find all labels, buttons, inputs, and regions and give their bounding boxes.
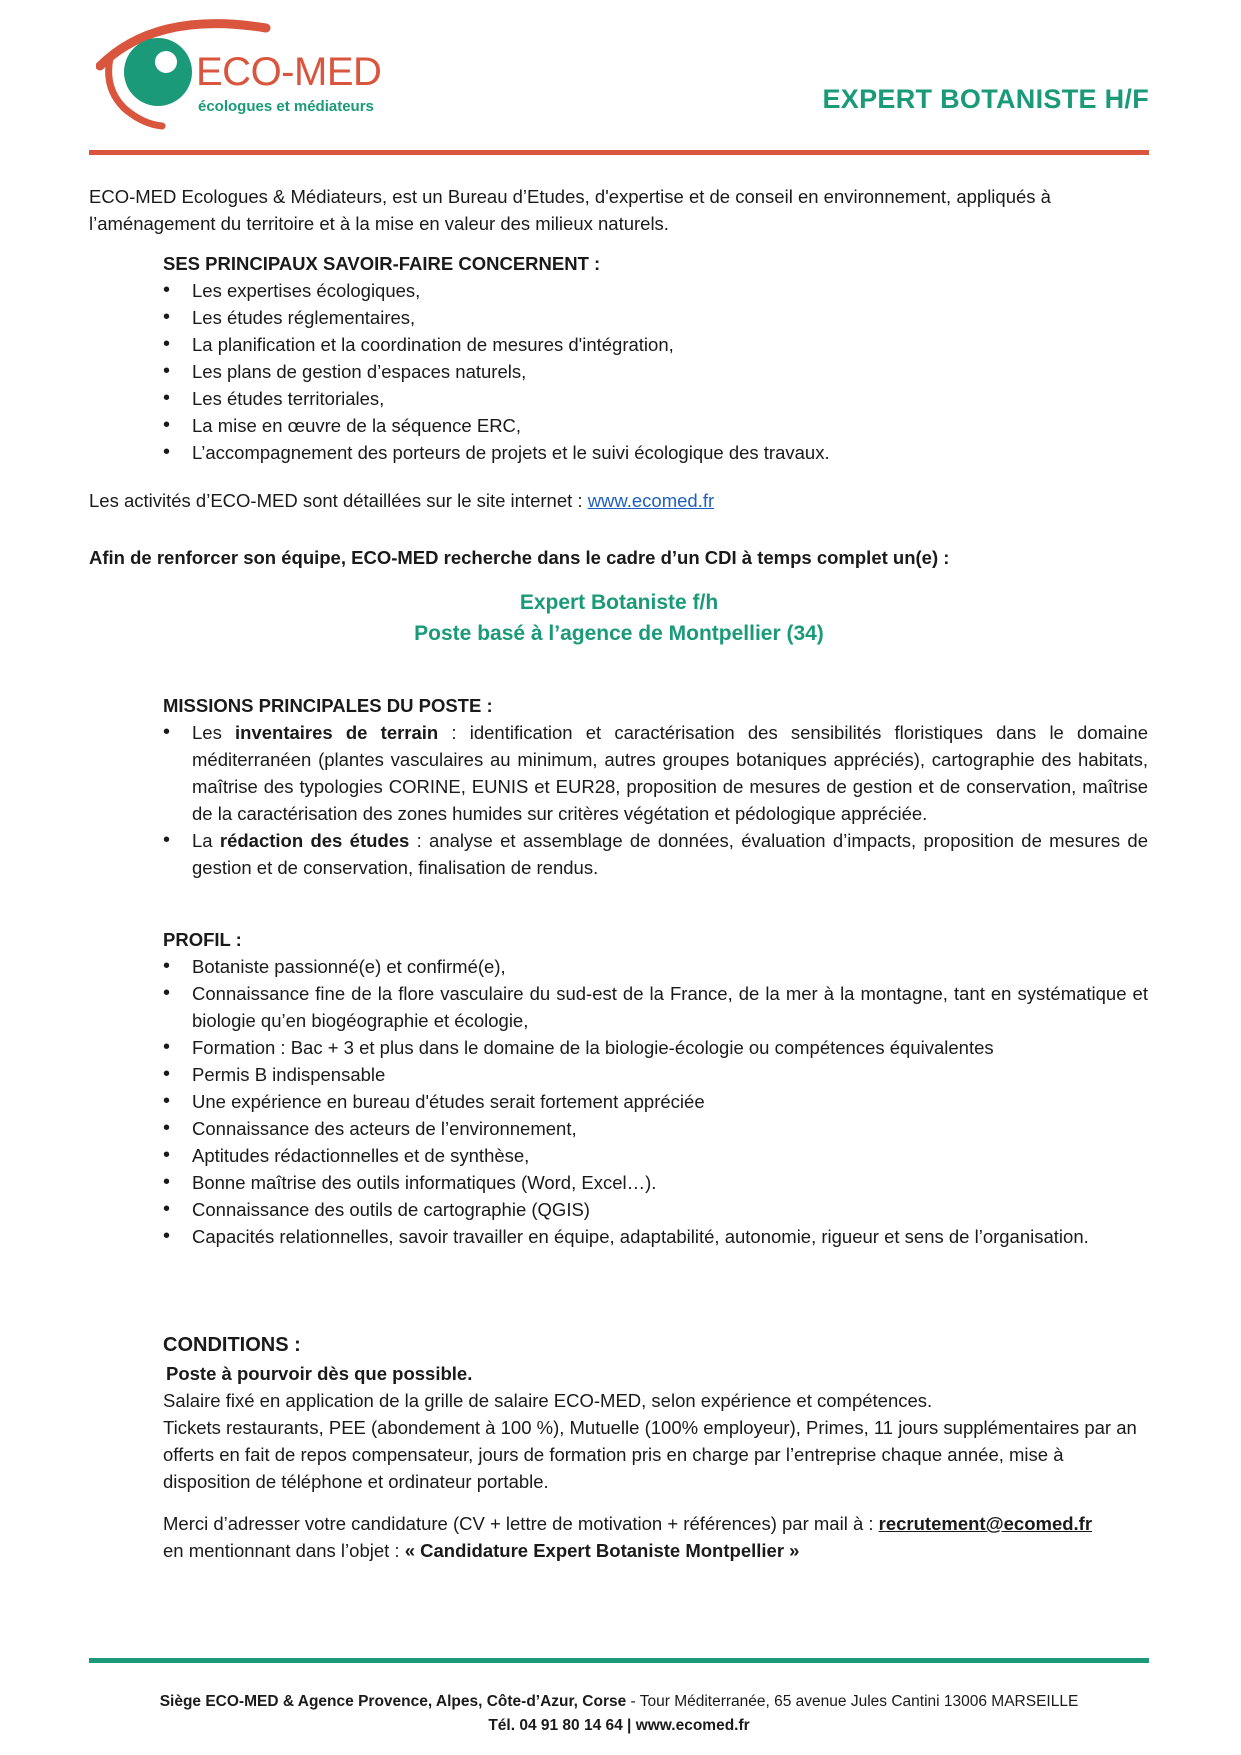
intro-paragraph: ECO-MED Ecologues & Médiateurs, est un Bureau d’Etudes, d'expertise et de conseil en environnement, appliqués à l’aménagement du territoire et à la mise en valeur des milieux naturels. [89,186,1051,234]
savoir-faire-heading: SES PRINCIPAUX SAVOIR-FAIRE CONCERNENT : [163,253,601,274]
subject-text: en mentionnant dans l’objet : [163,1540,405,1561]
benefits: Tickets restaurants, PEE (abondement à 100 %), Mutuelle (100% employeur), Primes, 11 jours supplémentaires par an offerts en fait de repos compensateur, jours de formation pris en charge par l’entreprise chaque année, mise à disposition de téléphone et ordinateur portable. [163,1417,1137,1492]
list-item [163,827,1148,881]
list-item: • Connaissance des acteurs de l’environnement, [163,1115,1148,1142]
list-item: • Les plans de gestion d’espaces naturels, [163,358,1143,385]
list-item: • Bonne maîtrise des outils informatiques (Word, Excel…). [163,1169,1148,1196]
list-item: • Les expertises écologiques, [163,277,1143,304]
position-location: Poste basé à l’agence de Montpellier (34) [414,622,824,645]
list-item: • Une expérience en bureau d'études serait fortement appréciée [163,1088,1148,1115]
mission-text: : analyse et assemblage de données, évaluation d’impacts, proposition de mesures de gestion et de conservation, finalisation de rendus. [192,830,1149,878]
list-item: • Aptitudes rédactionnelles et de synthèse, [163,1142,1148,1169]
profil-list [163,953,1148,1250]
apply-text: Merci d’adresser votre candidature (CV + lettre de motivation + références) par mail à : [163,1513,879,1534]
footer-address [89,1690,1149,1714]
missions-heading: MISSIONS PRINCIPALES DU POSTE : [163,695,493,716]
header-divider [89,150,1149,155]
website-link[interactable]: www.ecomed.fr [587,490,715,511]
mission-text: Les [192,722,236,743]
mission-text: : identification et caractérisation des sensibilités floristiques dans le domaine méditerranéen (plantes vasculaires au minimum, autres groupes botaniques appréciés), cartographie des habitats, maîtrise des typologies CORINE, EUNIS et EUR28, proposition de mesures de gestion et de conservation, maîtrise de la caractérisation des zones humides sur critères végétation et pédologique appréciée. [192,722,1148,824]
website-line [89,487,714,514]
company-logo [96,18,416,130]
savoir-faire-list [163,277,1143,466]
salary: Salaire fixé en application de la grille de salaire ECO-MED, selon expérience et compétences. [163,1390,933,1411]
list-item: • Connaissance fine de la flore vasculaire du sud-est de la France, de la mer à la montagne, tant en systématique et biologie qu’en biogéographie et écologie, [163,980,1148,1034]
subject-line [163,1537,1148,1564]
list-item: • La planification et la coordination de mesures d'intégration, [163,331,1143,358]
list-item [163,719,1148,827]
logo-name: ECO-MED [196,50,382,94]
recruit-statement: Afin de renforcer son équipe, ECO-MED recherche dans le cadre d’un CDI à temps complet un(e) : [89,547,950,568]
list-item: • Connaissance des outils de cartographie (QGIS) [163,1196,1148,1223]
apply-email[interactable]: recrutement@ecomed.fr [878,1513,1093,1534]
list-item: • Botaniste passionné(e) et confirmé(e), [163,953,1148,980]
list-item: • Les études réglementaires, [163,304,1143,331]
position-title: Expert Botaniste f/h [519,591,719,614]
list-item: • Les études territoriales, [163,385,1143,412]
profil-heading: PROFIL : [163,929,242,950]
list-item: • La mise en œuvre de la séquence ERC, [163,412,1143,439]
mission-text: La [192,830,220,851]
mission-keyword: rédaction des études [219,830,410,851]
logo-tagline: écologues et médiateurs [198,98,374,115]
footer-divider [89,1658,1149,1663]
list-item: • L’accompagnement des porteurs de projets et le suivi écologique des travaux. [163,439,1143,466]
subject-value: « Candidature Expert Botaniste Montpellier » [404,1540,800,1561]
footer-headquarters: Siège ECO-MED & Agence Provence, Alpes, Côte-d’Azur, Corse [159,1693,627,1710]
apply-line [163,1510,1148,1537]
footer-contact: Tél. 04 91 80 14 64 | www.ecomed.fr [488,1717,750,1734]
list-item: • Formation : Bac + 3 et plus dans le domaine de la biologie-écologie ou compétences équivalentes [163,1034,1148,1061]
document-title: EXPERT BOTANISTE H/F [822,84,1149,114]
website-text: Les activités d’ECO-MED sont détaillées sur le site internet : [89,490,588,511]
conditions-heading: CONDITIONS : [163,1334,301,1356]
footer-address-text: - Tour Méditerranée, 65 avenue Jules Cantini 13006 MARSEILLE [626,1693,1079,1710]
availability: Poste à pourvoir dès que possible. [166,1363,473,1384]
list-item: • Capacités relationnelles, savoir travailler en équipe, adaptabilité, autonomie, rigueur et sens de l’organisation. [163,1223,1148,1250]
mission-keyword: inventaires de terrain [235,722,439,743]
list-item: • Permis B indispensable [163,1061,1148,1088]
missions-list [163,719,1148,881]
